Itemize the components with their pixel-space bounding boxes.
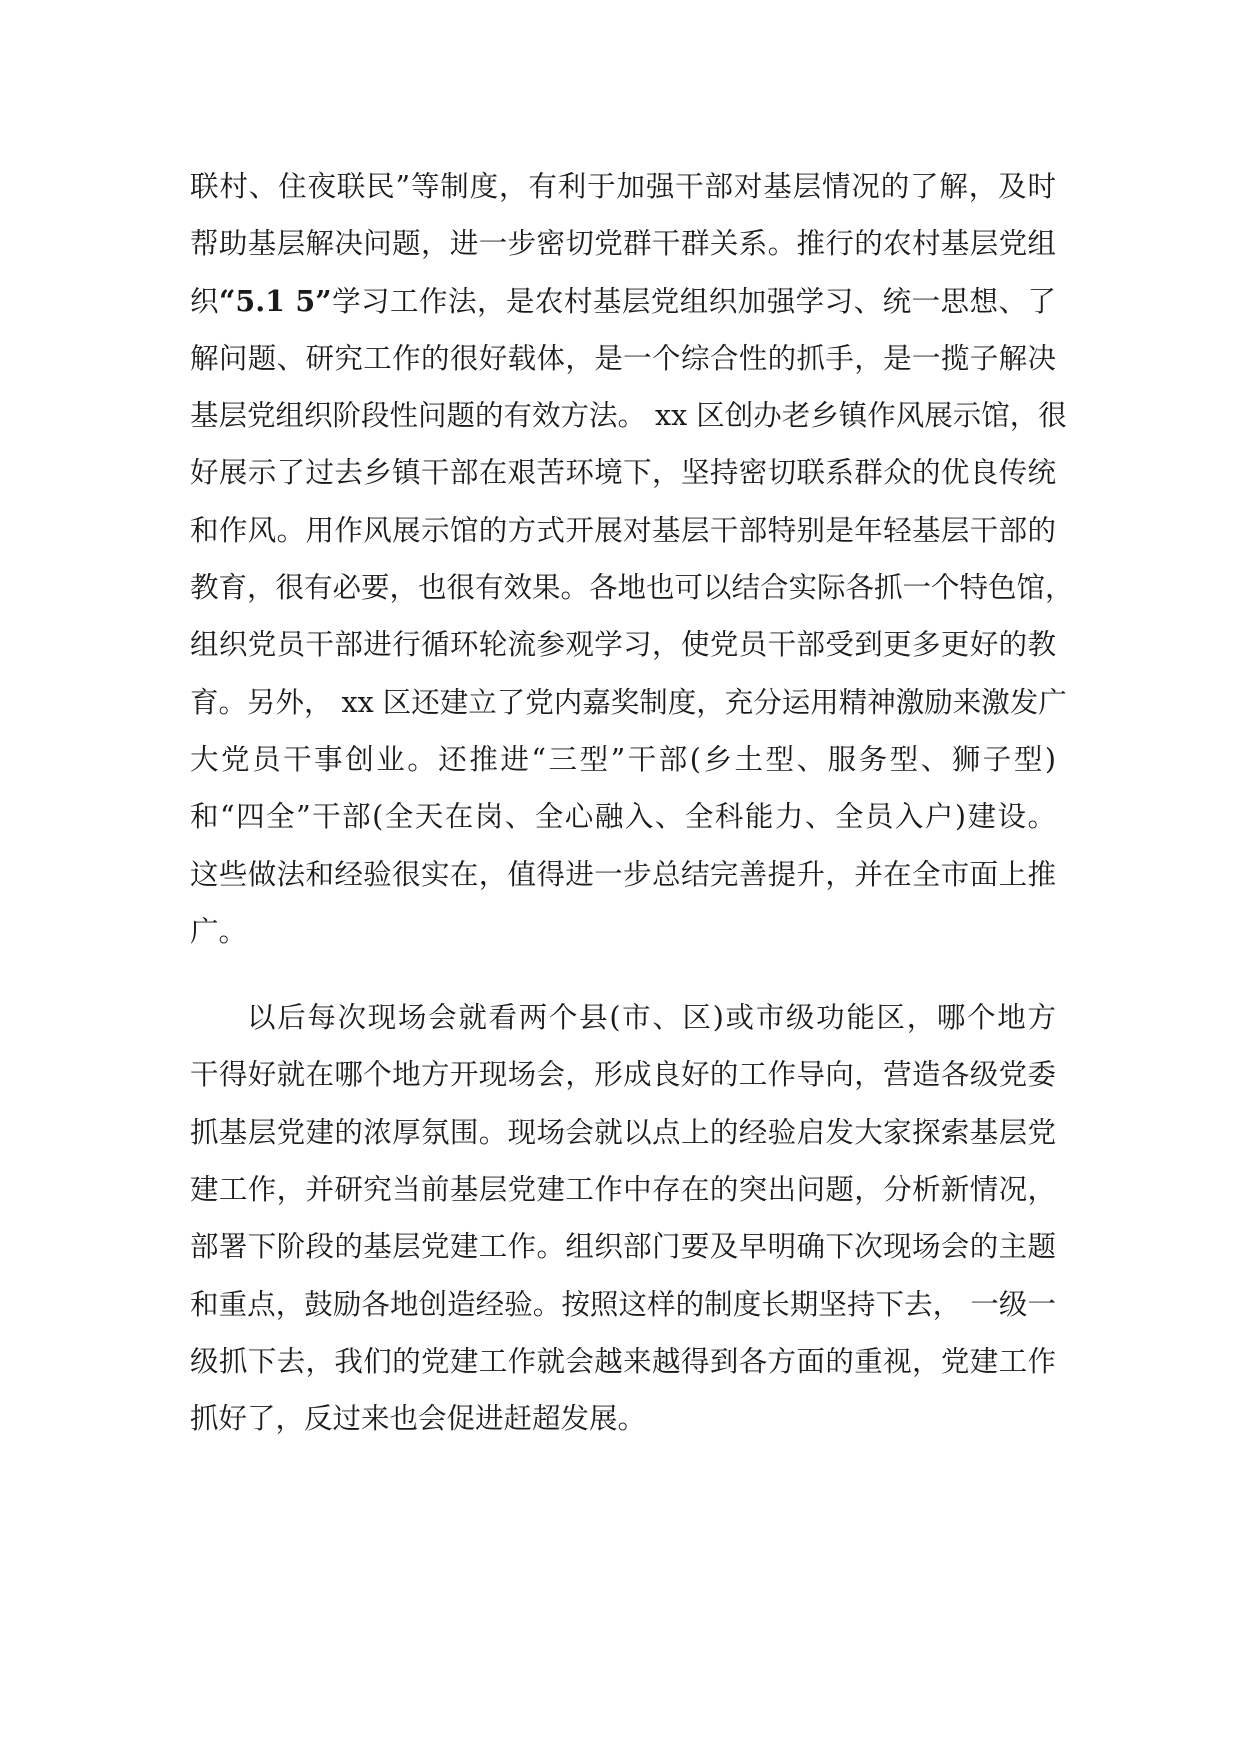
text-line: 这些做法和经验很实在，值得进一步总结完善提升，并在全市面上推: [190, 857, 1056, 891]
text-line: 级抓下去，我们的党建工作就会越来越得到各方面的重视，党建工作: [190, 1344, 1056, 1378]
text-line: 建工作，并研究当前基层党建工作中存在的突出问题，分析新情况，: [190, 1173, 1056, 1207]
text-line: 部署下阶段的基层党建工作。组织部门要及早明确下次现场会的主题: [190, 1230, 1056, 1264]
text-line: 抓好了，反过来也会促进赶超发展。: [190, 1402, 647, 1436]
text-line: 广。: [190, 914, 248, 948]
document-body: [190, 158, 1074, 1448]
text-line: [190, 273, 1056, 330]
text-line: 教育，很有必要，也很有效果。各地也可以结合实际各抓一个特色馆，: [190, 571, 1074, 605]
text-line: 帮助基层解决问题，进一步密切党群干群关系。推行的农村基层党组: [190, 227, 1056, 261]
text-line: 基层党组织阶段性问题的有效方法。 xx 区创办老乡镇作风展示馆，很: [190, 399, 1067, 433]
text-line: 和重点，鼓励各地创造经验。按照这样的制度长期坚持下去， 一级一: [190, 1287, 1056, 1321]
text-fragment: 学习工作法，是农村基层党组织加强学习、统一思想、了: [331, 284, 1056, 318]
text-line: 以后每次现场会就看两个县(市、区)或市级功能区，哪个地方: [247, 1001, 1056, 1035]
text-line: 干得好就在哪个地方开现场会，形成良好的工作导向，营造各级党委: [190, 1058, 1056, 1092]
text-line: 解问题、研究工作的很好载体，是一个综合性的抓手，是一揽子解决: [190, 341, 1056, 375]
text-line: 组织党员干部进行循环轮流参观学习，使党员干部受到更多更好的教: [190, 628, 1056, 662]
text-line: 好展示了过去乡镇干部在艰苦环境下，坚持密切联系群众的优良传统: [190, 456, 1056, 490]
text-line: 联村、住夜联民”等制度，有利于加强干部对基层情况的了解，及时: [190, 170, 1056, 203]
text-line: 育。另外， xx 区还建立了党内嘉奖制度，充分运用精神激励来激发广: [190, 685, 1067, 719]
text-line: 大党员干事创业。还推进“三型”干部(乡土型、服务型、狮子型): [190, 742, 1056, 776]
paragraph-1: [190, 158, 1074, 960]
paragraph-spacer: [190, 960, 1056, 989]
bold-method-name: “5.1 5”: [218, 283, 332, 318]
text-line: 和作风。用作风展示馆的方式开展对基层干部特别是年轻基层干部的: [190, 513, 1056, 547]
paragraph-2: [190, 989, 1056, 1447]
text-line: 和“四全”干部(全天在岗、全心融入、全科能力、全员入户)建设。: [190, 800, 1056, 834]
text-line: 抓基层党建的浓厚氛围。现场会就以点上的经验启发大家探索基层党: [190, 1115, 1056, 1149]
text-fragment: 织: [190, 284, 219, 318]
